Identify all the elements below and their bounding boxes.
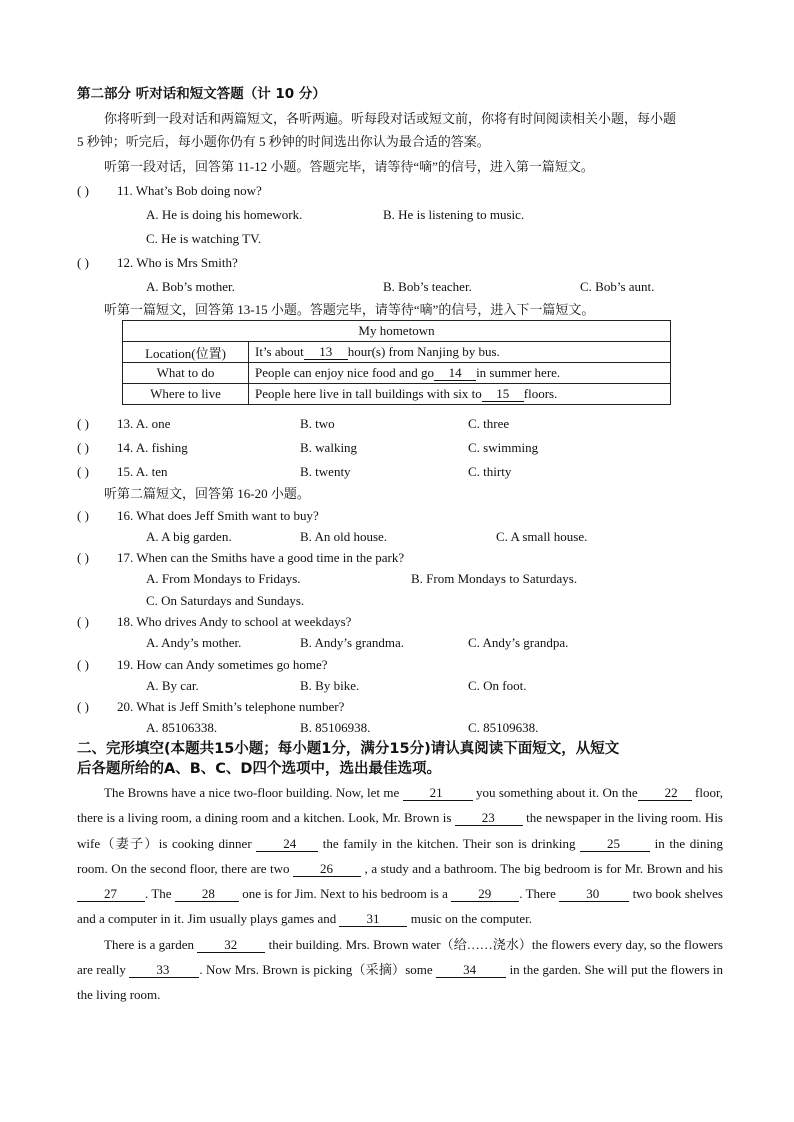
row-label-where-to-live: Where to live <box>123 384 249 405</box>
q20-option-c[interactable]: C. 85109638. <box>468 720 539 735</box>
question-15[interactable]: 15. A. ten <box>117 464 168 479</box>
blank-29[interactable]: 29 <box>451 887 519 902</box>
cloze-passage <box>77 780 723 1008</box>
question-16: 16. What does Jeff Smith want to buy? <box>117 508 319 523</box>
answer-bracket-14[interactable]: ( ) <box>77 440 89 455</box>
blank-22[interactable]: 22 <box>638 786 692 801</box>
blank-23[interactable]: 23 <box>455 811 523 826</box>
row-label-location: Location(位置) <box>123 342 249 363</box>
q19-option-c[interactable]: C. On foot. <box>468 678 527 693</box>
answer-bracket-11[interactable]: ( ) <box>77 183 89 198</box>
blank-34[interactable]: 34 <box>436 963 506 978</box>
row-content-where-to-live: People here live in tall buildings with six to 15 floors. <box>249 384 671 405</box>
q12-option-a[interactable]: A. Bob’s mother. <box>146 279 235 294</box>
part2-intro-line2: 5 秒钟；听完后，每小题你仍有 5 秒钟的时间选出你认为最合适的答案。 <box>77 134 490 149</box>
part2-heading: 第二部分 听对话和短文答题（计 10 分） <box>77 86 326 102</box>
blank-24[interactable]: 24 <box>256 837 318 852</box>
question-14[interactable]: 14. A. fishing <box>117 440 188 455</box>
q18-option-c[interactable]: C. Andy’s grandpa. <box>468 635 569 650</box>
blank-26[interactable]: 26 <box>293 862 361 877</box>
q11-option-c[interactable]: C. He is watching TV. <box>146 231 262 246</box>
blank-15[interactable]: 15 <box>482 387 524 402</box>
q17-option-c[interactable]: C. On Saturdays and Sundays. <box>146 593 305 608</box>
blank-14[interactable]: 14 <box>434 366 476 381</box>
q19-option-a[interactable]: A. By car. <box>146 678 199 693</box>
q16-option-a[interactable]: A. A big garden. <box>146 529 232 544</box>
q18-option-a[interactable]: A. Andy’s mother. <box>146 635 242 650</box>
q19-option-b[interactable]: B. By bike. <box>300 678 360 693</box>
q17-option-b[interactable]: B. From Mondays to Saturdays. <box>411 571 578 586</box>
q16-option-b[interactable]: B. An old house. <box>300 529 388 544</box>
blank-30[interactable]: 30 <box>559 887 629 902</box>
blank-13[interactable]: 13 <box>304 345 348 360</box>
answer-bracket-19[interactable]: ( ) <box>77 657 89 672</box>
q17-option-a[interactable]: A. From Mondays to Fridays. <box>146 571 301 586</box>
blank-27[interactable]: 27 <box>77 887 145 902</box>
instruction-dialogue: 听第一段对话，回答第 11-12 小题。答题完毕，请等待“嘀”的信号，进入第一篇短文。 <box>104 159 594 174</box>
q13-option-b[interactable]: B. two <box>300 416 335 431</box>
q20-option-b[interactable]: B. 85106938. <box>300 720 371 735</box>
answer-bracket-20[interactable]: ( ) <box>77 699 89 714</box>
question-12: 12. Who is Mrs Smith? <box>117 255 238 270</box>
question-19: 19. How can Andy sometimes go home? <box>117 657 328 672</box>
blank-25[interactable]: 25 <box>580 837 650 852</box>
table-row <box>123 363 671 384</box>
blank-21[interactable]: 21 <box>403 786 473 801</box>
q12-option-b[interactable]: B. Bob’s teacher. <box>383 279 472 294</box>
q14-option-b[interactable]: B. walking <box>300 440 358 455</box>
part2-intro-line1: 你将听到一段对话和两篇短文，各听两遍。听每段对话或短文前，你将有时间阅读相关小题，每小题 <box>104 111 677 126</box>
instruction-passage-1: 听第一篇短文，回答第 13-15 小题。答题完毕，请等待“嘀”的信号，进入下一篇短文。 <box>104 302 595 317</box>
answer-bracket-16[interactable]: ( ) <box>77 508 89 523</box>
question-18: 18. Who drives Andy to school at weekdays? <box>117 614 352 629</box>
row-content-location: It’s about 13 hour(s) from Nanjing by bus. <box>249 342 671 363</box>
blank-31[interactable]: 31 <box>339 912 407 927</box>
q13-option-c[interactable]: C. three <box>468 416 510 431</box>
answer-bracket-12[interactable]: ( ) <box>77 255 89 270</box>
q12-option-c[interactable]: C. Bob’s aunt. <box>580 279 655 294</box>
q11-option-b[interactable]: B. He is listening to music. <box>383 207 525 222</box>
blank-33[interactable]: 33 <box>129 963 199 978</box>
q16-option-c[interactable]: C. A small house. <box>496 529 588 544</box>
q20-option-a[interactable]: A. 85106338. <box>146 720 218 735</box>
answer-bracket-18[interactable]: ( ) <box>77 614 89 629</box>
question-17: 17. When can the Smiths have a good time in the park? <box>117 550 405 565</box>
cloze-paragraph-2: There is a garden 32 their building. Mrs. Brown water（给……浇水）the flowers every day, so the flowers are really 33 . Now Mrs. Brown is picking（采摘）some 34 in the garden. She will put the flowers in the living room. <box>77 936 723 1003</box>
table-title: My hometown <box>123 321 671 342</box>
q14-option-c[interactable]: C. swimming <box>468 440 539 455</box>
q15-option-b[interactable]: B. twenty <box>300 464 351 479</box>
cloze-paragraph-1: The Browns have a nice two-floor building. Now, let me 21 you something about it. On the 22 floor, there is a living room, a dining room and a kitchen. Look, Mr. Brown is 23 the newspaper in the living room. His wife（妻子）is cooking dinner 24 the family in the kitchen. Their son is drinking 25 in the dining room. On the second floor, there are two 26 , a study and a bathroom. The big bedroom is for Mr. Brown and his 27 . The 28 one is for Jim. Next to his bedroom is a 29 . There 30 two book shelves and a computer in it. Jim usually plays games and 31 music on the computer. <box>77 785 723 927</box>
section2-heading-line1: 二、完形填空(本题共15小题；每小题1分，满分15分)请认真阅读下面短文，从短文 <box>77 741 620 757</box>
answer-bracket-17[interactable]: ( ) <box>77 550 89 565</box>
instruction-passage-2: 听第二篇短文，回答第 16-20 小题。 <box>104 486 310 501</box>
answer-bracket-13[interactable]: ( ) <box>77 416 89 431</box>
row-label-what-to-do: What to do <box>123 363 249 384</box>
answer-bracket-15[interactable]: ( ) <box>77 464 89 479</box>
q11-option-a[interactable]: A. He is doing his homework. <box>146 207 303 222</box>
table-row <box>123 342 671 363</box>
hometown-table <box>122 320 671 405</box>
question-13[interactable]: 13. A. one <box>117 416 171 431</box>
table-row <box>123 384 671 405</box>
blank-32[interactable]: 32 <box>197 938 265 953</box>
q15-option-c[interactable]: C. thirty <box>468 464 512 479</box>
blank-28[interactable]: 28 <box>175 887 239 902</box>
row-content-what-to-do: People can enjoy nice food and go 14 in summer here. <box>249 363 671 384</box>
question-11: 11. What’s Bob doing now? <box>117 183 262 198</box>
question-20: 20. What is Jeff Smith’s telephone number? <box>117 699 345 714</box>
section2-heading-line2: 后各题所给的A、B、C、D四个选项中，选出最佳选项。 <box>77 761 441 777</box>
q18-option-b[interactable]: B. Andy’s grandma. <box>300 635 404 650</box>
